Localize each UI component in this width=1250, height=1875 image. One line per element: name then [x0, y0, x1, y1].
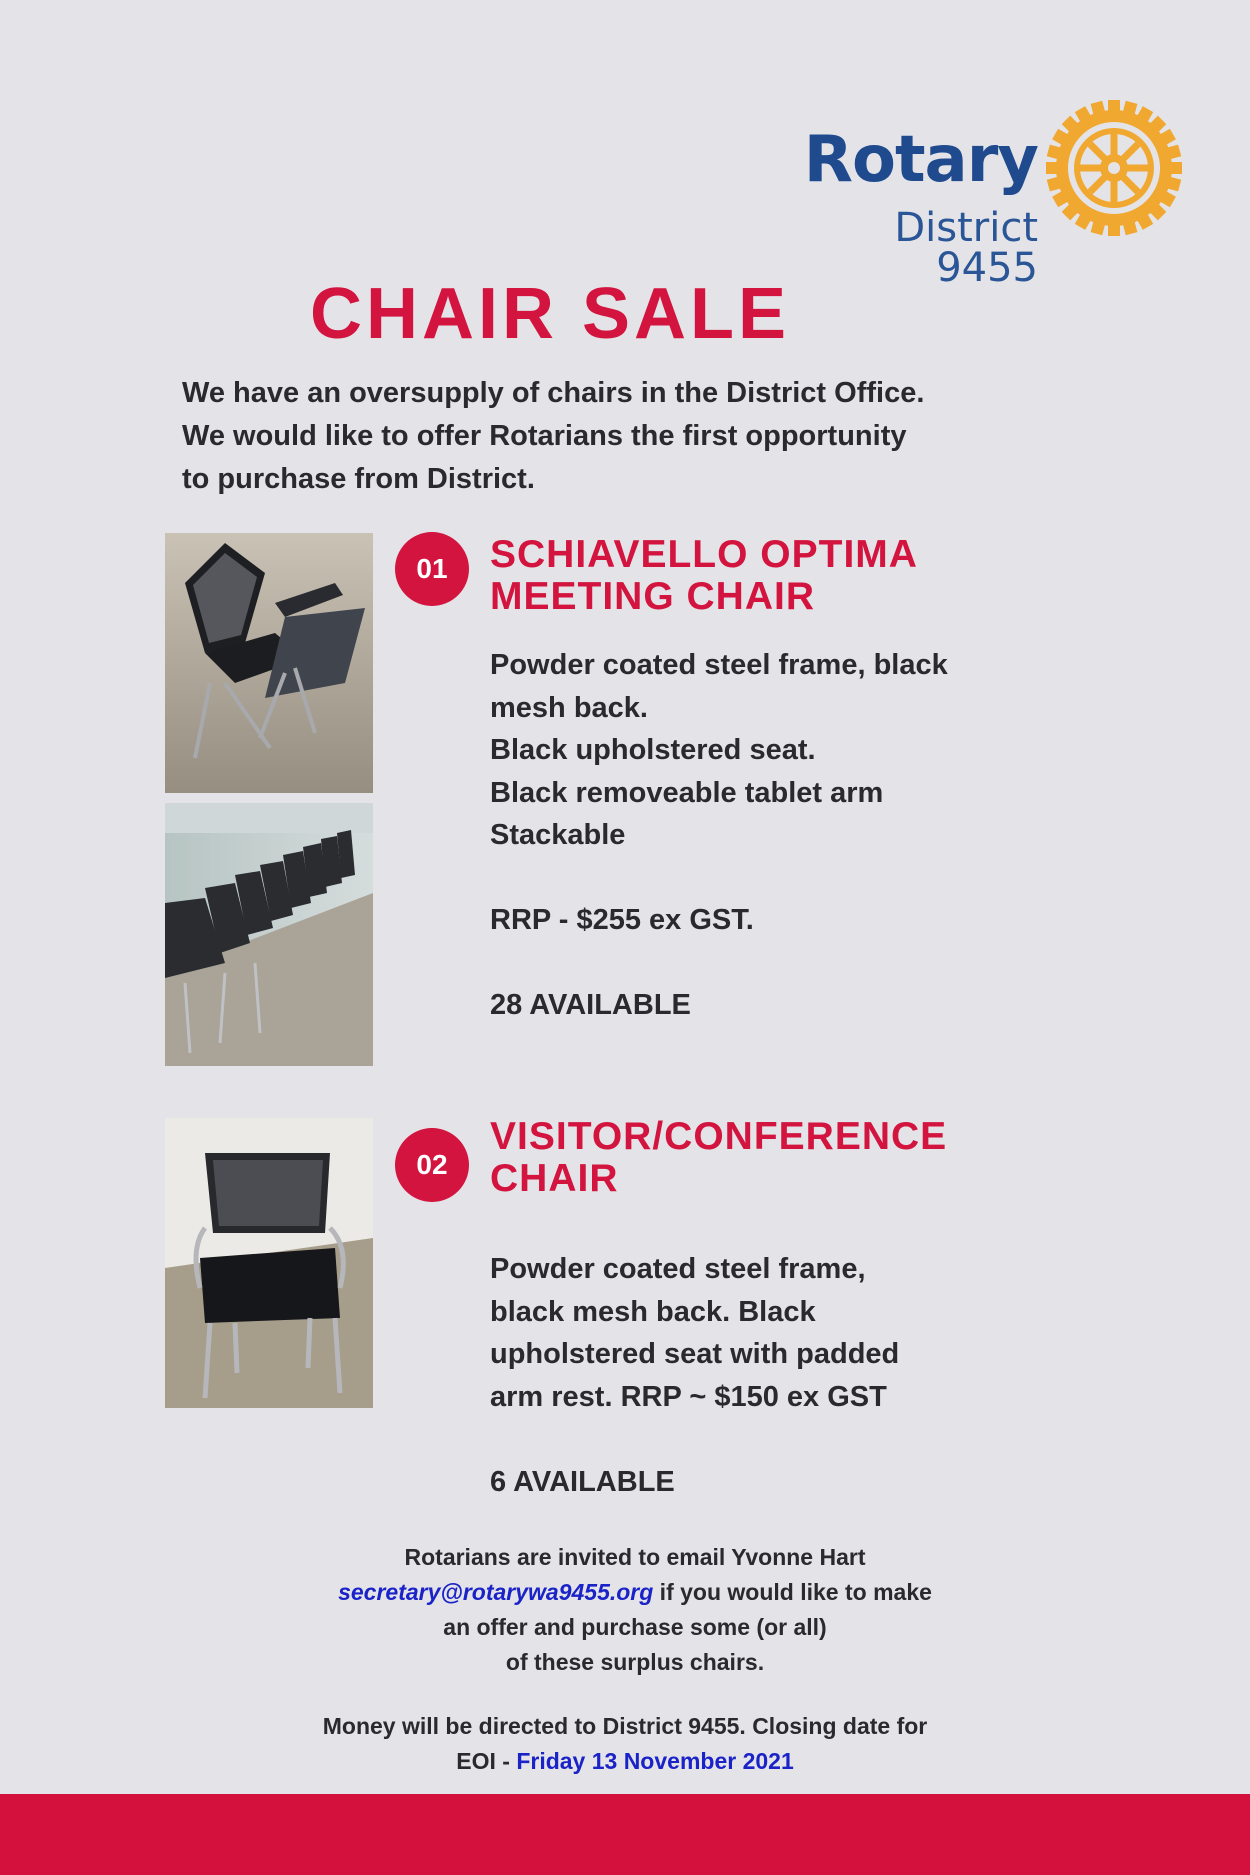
item-title-line: CHAIR	[490, 1157, 619, 1200]
chair-photo-visitor	[165, 1118, 373, 1408]
closing-date: Friday 13 November 2021	[516, 1748, 794, 1774]
rotary-logo-text	[788, 123, 1038, 291]
contact-line: of these surplus chairs.	[505, 1649, 765, 1675]
intro-line: We would like to offer Rotarians the first opportunity	[182, 420, 907, 452]
contact-text: if you would like to make	[653, 1579, 932, 1605]
logo-district-name: District 9455	[894, 205, 1038, 291]
desc-line: black mesh back. Black	[490, 1295, 816, 1328]
item-title	[490, 534, 918, 618]
desc-line: Black upholstered seat.	[490, 734, 816, 766]
item-description	[490, 644, 948, 1027]
rotary-wheel-icon	[1044, 98, 1184, 238]
item-number-badge: 01	[395, 532, 469, 606]
closing-info	[0, 1709, 1250, 1779]
chair-photo-stacked	[165, 803, 373, 1066]
contact-line	[0, 1575, 1250, 1610]
desc-line	[490, 942, 948, 985]
contact-line: Rotarians are invited to email Yvonne Hart	[404, 1544, 866, 1570]
desc-line: mesh back.	[490, 691, 648, 724]
desc-line: 6 AVAILABLE	[490, 1465, 675, 1498]
closing-line: Money will be directed to District 9455. Closing date for	[322, 1713, 928, 1739]
desc-line	[490, 857, 948, 900]
item-description	[490, 1248, 899, 1503]
intro-text	[182, 372, 1082, 501]
bottom-accent-bar	[0, 1794, 1250, 1875]
desc-line: Stackable	[490, 819, 626, 851]
logo-rotary-wordmark: Rotary	[803, 123, 1038, 197]
chair-photo-tablet	[165, 533, 373, 793]
desc-line: RRP - $255 ex GST.	[490, 904, 754, 936]
item-title-line: SCHIAVELLO OPTIMA	[490, 533, 918, 576]
eoi-label: EOI -	[456, 1748, 517, 1774]
item-title-line: MEETING CHAIR	[490, 575, 815, 618]
item-title	[490, 1116, 947, 1200]
desc-line: Powder coated steel frame, black	[490, 649, 948, 681]
contact-info	[0, 1540, 1250, 1680]
desc-line: 28 AVAILABLE	[490, 989, 691, 1021]
intro-line: to purchase from District.	[182, 463, 535, 495]
desc-line	[490, 1418, 899, 1461]
desc-line: arm rest. RRP ~ $150 ex GST	[490, 1380, 887, 1413]
page-title: CHAIR SALE	[310, 274, 791, 354]
desc-line: Powder coated steel frame,	[490, 1253, 866, 1285]
contact-line: an offer and purchase some (or all)	[443, 1614, 827, 1640]
email-link[interactable]: secretary@rotarywa9455.org	[338, 1579, 654, 1605]
desc-line: upholstered seat with padded	[490, 1338, 900, 1370]
desc-line: Black removeable tablet arm	[490, 776, 884, 809]
item-title-line: VISITOR/CONFERENCE	[490, 1115, 948, 1158]
item-number-badge: 02	[395, 1128, 469, 1202]
closing-line	[0, 1744, 1250, 1779]
intro-line: We have an oversupply of chairs in the District Office.	[182, 377, 925, 409]
